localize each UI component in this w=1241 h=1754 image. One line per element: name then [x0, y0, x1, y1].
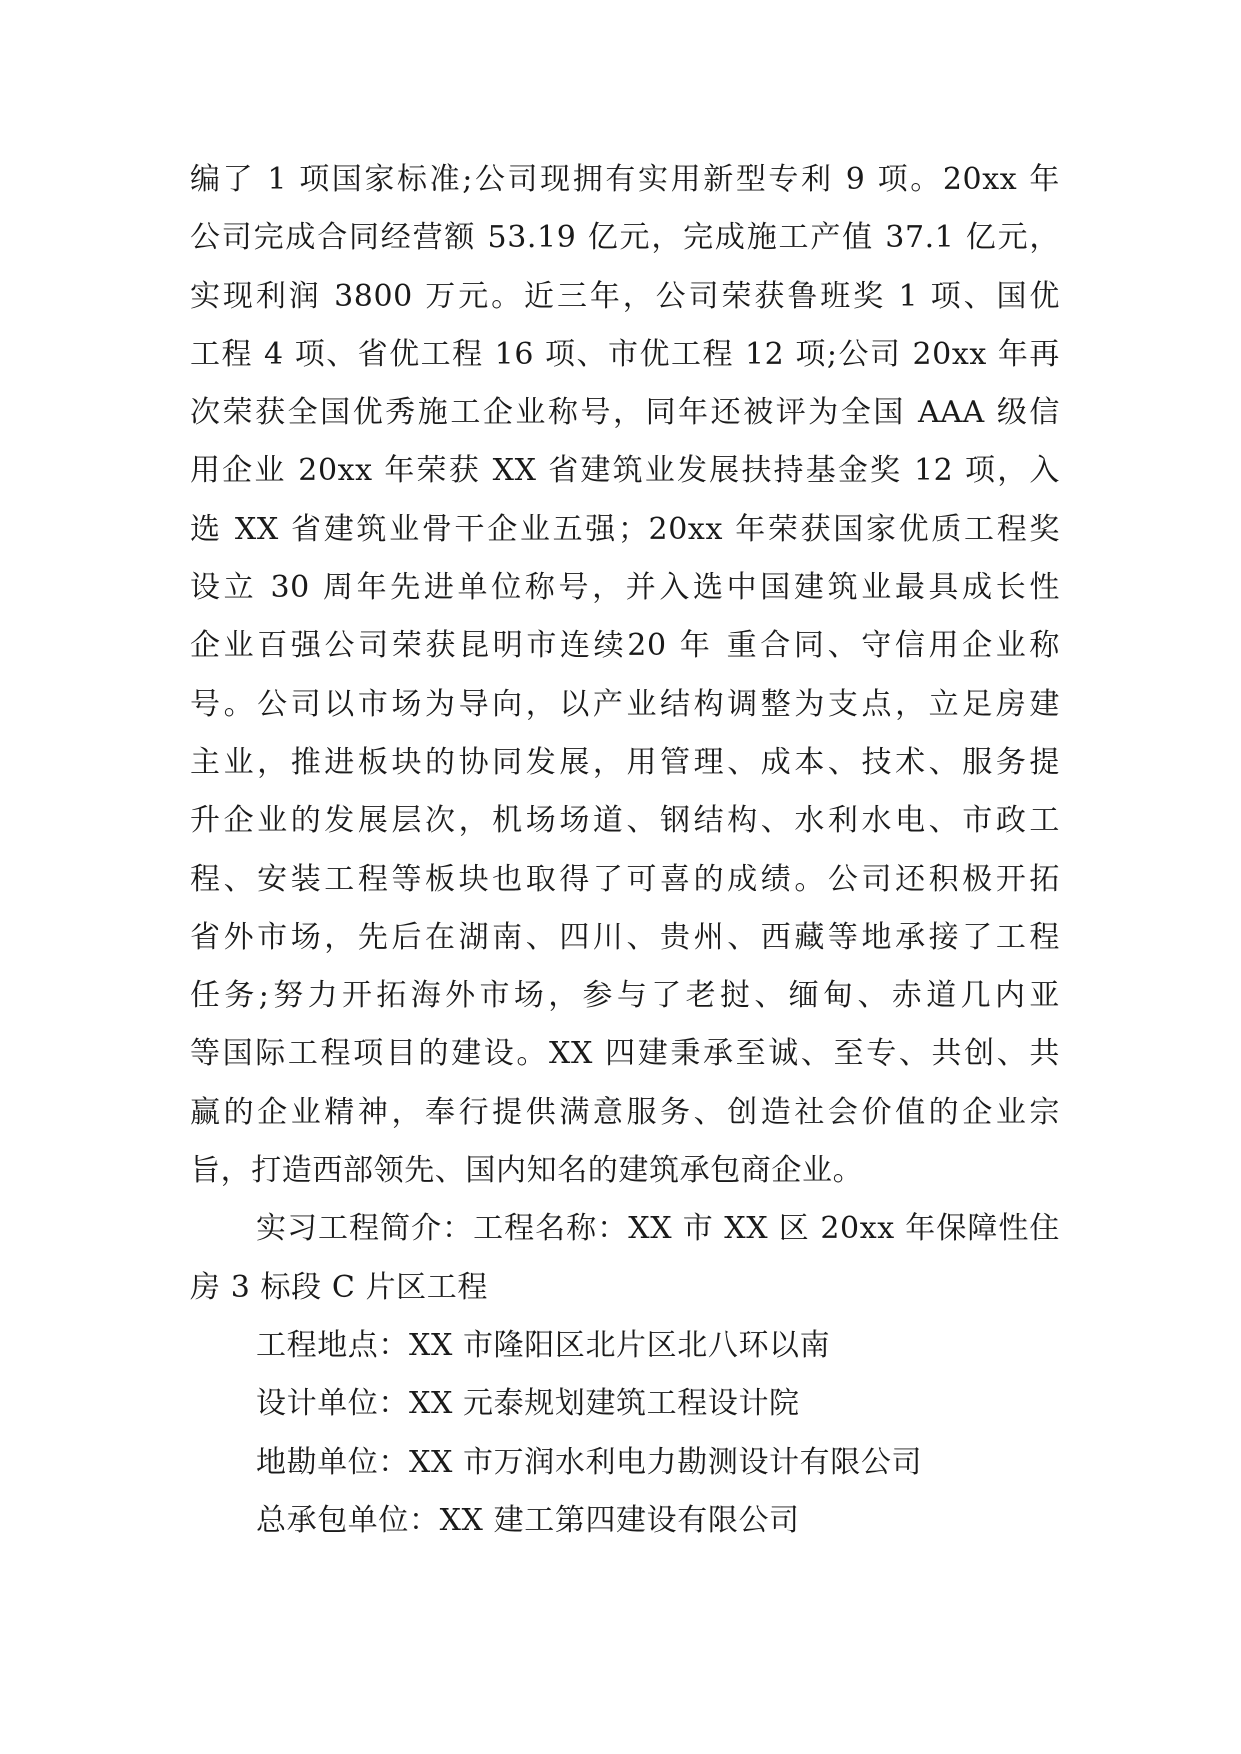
text-line: 任务;努力开拓海外市场，参与了老挝、缅甸、赤道几内亚	[190, 978, 1060, 1014]
text-line: 次荣获全国优秀施工企业称号，同年还被评为全国 AAA 级信	[190, 395, 1060, 431]
text-line: 等国际工程项目的建设。XX 四建秉承至诚、至专、共创、共	[190, 1036, 1060, 1072]
text-line: 用企业 20xx 年荣获 XX 省建筑业发展扶持基金奖 12 项，入	[190, 453, 1060, 489]
text-line: 总承包单位：XX 建工第四建设有限公司	[256, 1502, 800, 1538]
text-line: 地勘单位：XX 市万润水利电力勘测设计有限公司	[256, 1444, 923, 1480]
text-line: 工程地点：XX 市隆阳区北片区北八环以南	[256, 1327, 831, 1363]
text-line: 号。公司以市场为导向，以产业结构调整为支点，立足房建	[190, 686, 1060, 722]
text-line: 编了 1 项国家标准;公司现拥有实用新型专利 9 项。20xx 年	[190, 162, 1060, 197]
text-line: 主业，推进板块的协同发展，用管理、成本、技术、服务提	[190, 744, 1060, 780]
text-line: 实习工程简介：工程名称：XX 市 XX 区 20xx 年保障性住	[256, 1211, 1060, 1247]
text-line: 升企业的发展层次，机场场道、钢结构、水利水电、市政工	[190, 803, 1060, 839]
text-line: 工程 4 项、省优工程 16 项、市优工程 12 项;公司 20xx 年再	[190, 336, 1060, 372]
text-line: 设立 30 周年先进单位称号，并入选中国建筑业最具成长性	[190, 570, 1060, 606]
text-line: 省外市场，先后在湖南、四川、贵州、西藏等地承接了工程	[190, 919, 1060, 955]
text-line: 选 XX 省建筑业骨干企业五强；20xx 年荣获国家优质工程奖	[190, 511, 1060, 547]
text-line: 旨，打造西部领先、国内知名的建筑承包商企业。	[190, 1153, 864, 1189]
text-line: 赢的企业精神，奉行提供满意服务、创造社会价值的企业宗	[190, 1094, 1060, 1130]
text-line: 公司完成合同经营额 53.19 亿元，完成施工产值 37.1 亿元，	[190, 220, 1060, 256]
text-line: 企业百强公司荣获昆明市连续20 年 重合同、守信用企业称	[190, 628, 1060, 664]
text-line: 程、安装工程等板块也取得了可喜的成绩。公司还积极开拓	[190, 861, 1060, 897]
text-line: 设计单位：XX 元泰规划建筑工程设计院	[256, 1386, 800, 1422]
text-line: 房 3 标段 C 片区工程	[190, 1269, 488, 1305]
text-line: 实现利润 3800 万元。近三年，公司荣获鲁班奖 1 项、国优	[190, 278, 1060, 314]
document-body	[190, 162, 1060, 1561]
